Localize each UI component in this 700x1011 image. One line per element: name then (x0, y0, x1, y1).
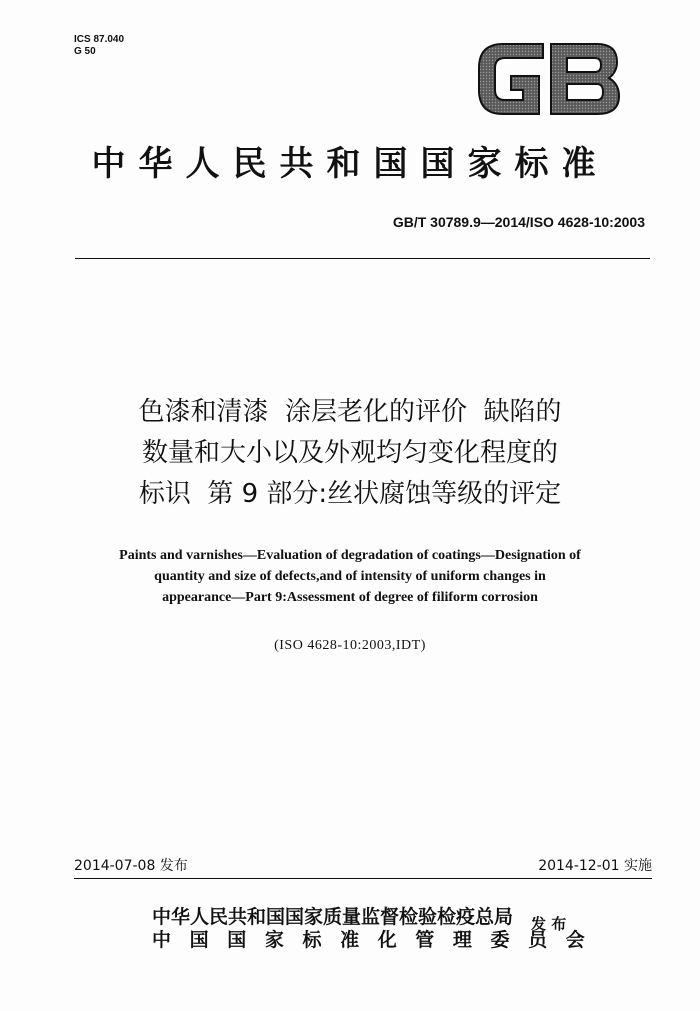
english-title-line-3: appearance—Part 9:Assessment of degree of filiform corrosion (162, 590, 538, 605)
implementation-date: 2014-12-01 实施 (538, 858, 652, 874)
ccs-code: G 50 (74, 46, 96, 57)
issuer-sac: 中 国 国 家 标 准 化 管 理 委 员 会 (152, 929, 591, 951)
classification-codes (74, 34, 124, 58)
english-title-line-1: Paints and varnishes—Evaluation of degradation of coatings—Designation of (119, 548, 581, 563)
header-divider (75, 258, 650, 259)
english-title-line-2: quantity and size of defects,and of intensity of uniform changes in (154, 569, 546, 584)
chinese-title-line-2: 数量和大小以及外观均匀变化程度的 (141, 438, 558, 468)
standard-number: GB/T 30789.9—2014/ISO 4628-10:2003 (392, 214, 645, 230)
publish-label: 发 布 (531, 915, 567, 933)
gb-logo (473, 38, 623, 120)
issue-date: 2014-07-08 发布 (74, 858, 188, 874)
footer-divider (74, 878, 652, 879)
national-standard-heading: 中华人民共和国国家标准 (91, 144, 609, 184)
chinese-title (0, 392, 700, 515)
english-title (0, 545, 700, 608)
issuer-aqsiq: 中华人民共和国国家质量监督检验检疫总局 (152, 906, 514, 928)
ics-code: ICS 87.040 (74, 34, 125, 45)
chinese-title-line-3: 标识 第 9 部分:丝状腐蚀等级的评定 (138, 479, 562, 509)
iso-equivalence: (ISO 4628-10:2003,IDT) (274, 638, 426, 653)
chinese-title-line-1: 色漆和清漆 涂层老化的评价 缺陷的 (138, 397, 562, 427)
